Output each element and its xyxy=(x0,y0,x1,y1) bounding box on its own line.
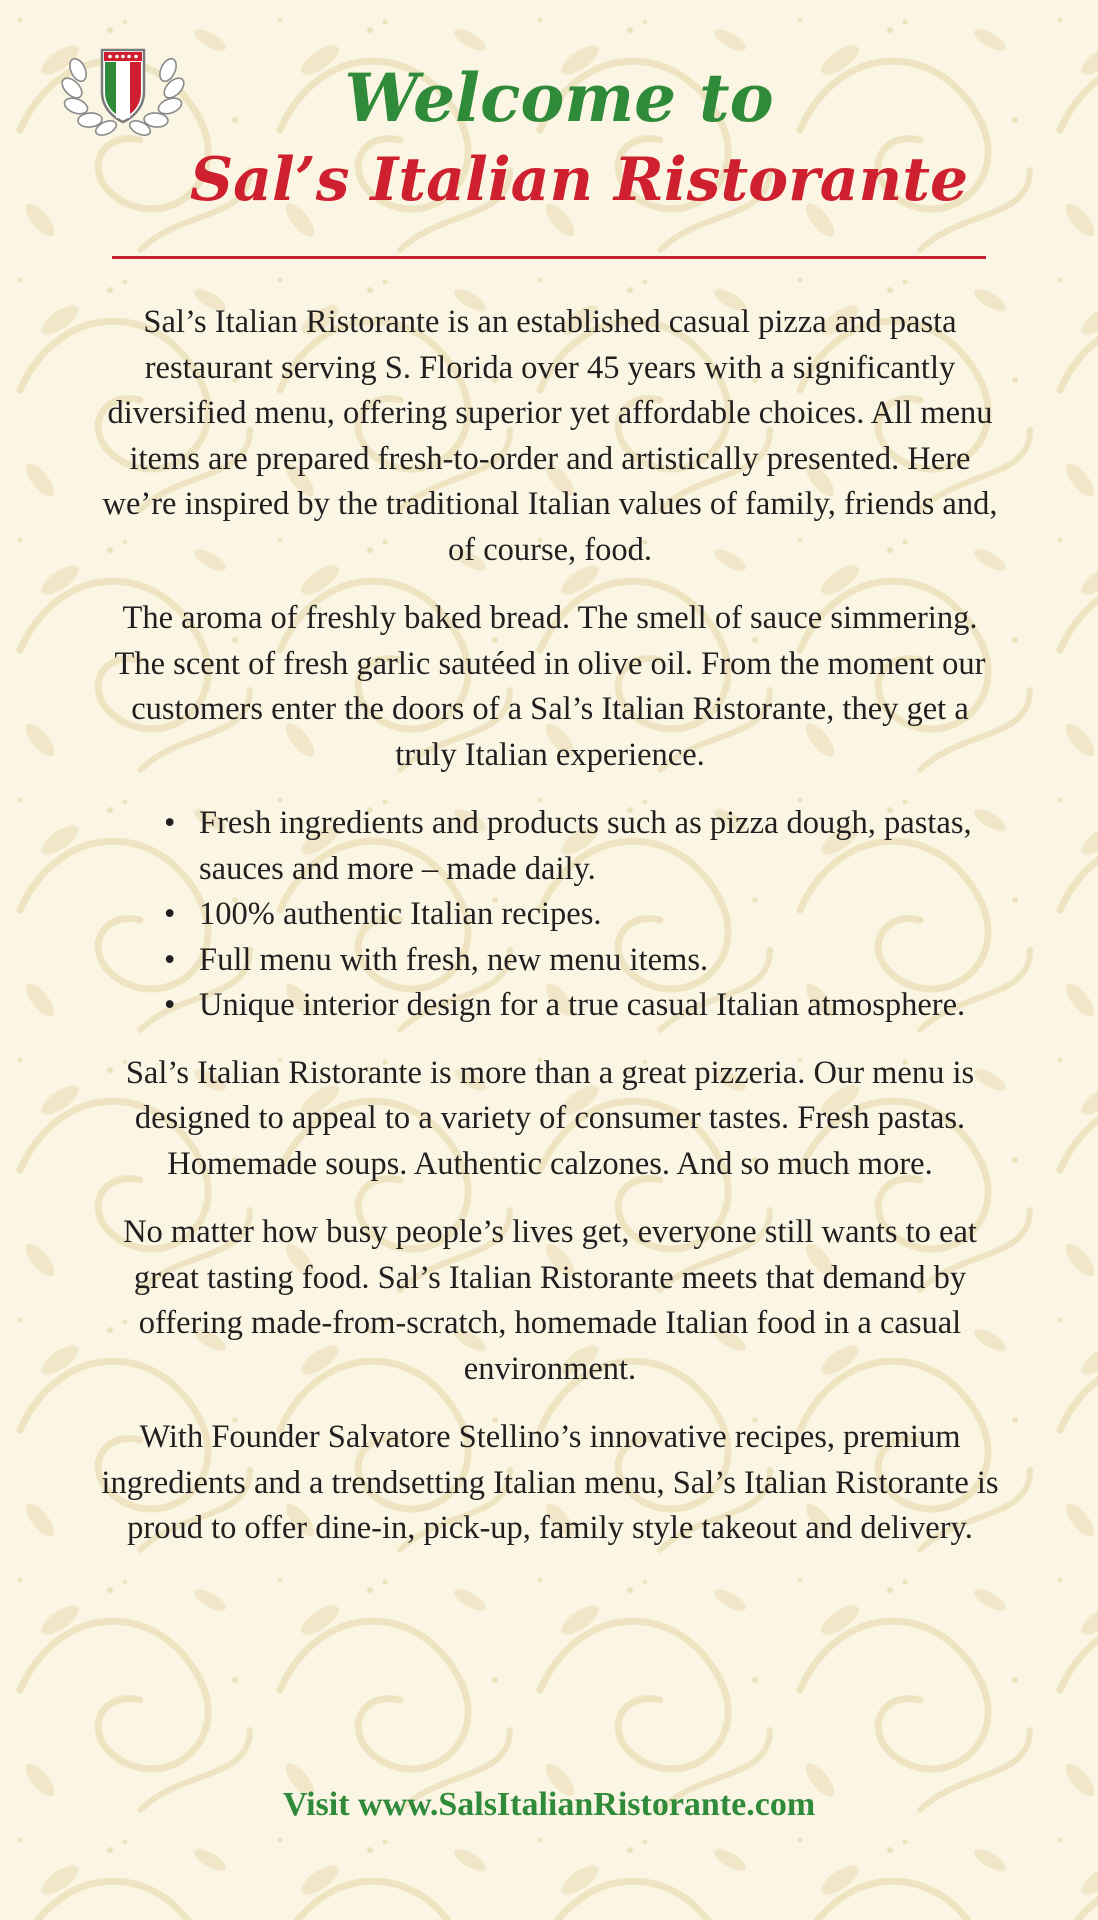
bullet-icon: • xyxy=(164,941,176,978)
website-link[interactable]: Visit www.SalsItalianRistorante.com xyxy=(282,1786,816,1823)
founder-paragraph: With Founder Salvatore Stellino’s innovative recipes, premium ingredients and a trendsetting Italian menu, Sal’s Italian Ristorante is proud to offer dine-in, pick-up, family style takeout and delivery. xyxy=(101,1419,999,1546)
aroma-paragraph: The aroma of freshly baked bread. The smell of sauce simmering. The scent of fresh garlic sautéed in olive oil. From the moment our customers enter the doors of a Sal’s Italian Ristorante, they get a truly Italian experience. xyxy=(114,600,986,773)
list-item: • Full menu with fresh, new menu items. xyxy=(100,938,1000,984)
menu-paragraph: Sal’s Italian Ristorante is more than a great pizzeria. Our menu is designed to appeal to a variety of consumer tastes. Fresh pastas. Homemade soups. Authentic calzones. And so much more. xyxy=(125,1054,975,1182)
title-block xyxy=(0,56,1098,220)
bullet-icon: • xyxy=(164,987,176,1023)
title-welcome: Welcome to xyxy=(344,59,774,137)
title-divider xyxy=(112,256,986,259)
body-content xyxy=(100,300,1000,1575)
intro-paragraph: Sal’s Italian Ristorante is an established casual pizza and pasta restaurant serving S. Florida over 45 years with a significantly diversified menu, offering superior yet affordable choices. All menu items are prepared fresh-to-order and artistically presented. Here we’re inspired by the traditional Italian values of family, friends and, of course, food. xyxy=(102,304,998,568)
feature-list xyxy=(100,801,1000,1029)
busy-paragraph: No matter how busy people’s lives get, everyone still wants to eat great tasting food. Sal’s Italian Ristorante meets that demand by offering made-from-scratch, homemade Italian food in a casual environment. xyxy=(123,1214,977,1387)
list-item: • 100% authentic Italian recipes. xyxy=(100,892,1000,938)
list-item: • Fresh ingredients and products such as pizza dough, pastas, sauces and more – made daily. xyxy=(100,801,1000,892)
bullet-icon: • xyxy=(164,896,176,932)
bullet-icon: • xyxy=(164,805,176,841)
list-item: • Unique interior design for a true casual Italian atmosphere. xyxy=(100,983,1000,1029)
title-restaurant-name: Sal’s Italian Ristorante xyxy=(189,145,969,215)
